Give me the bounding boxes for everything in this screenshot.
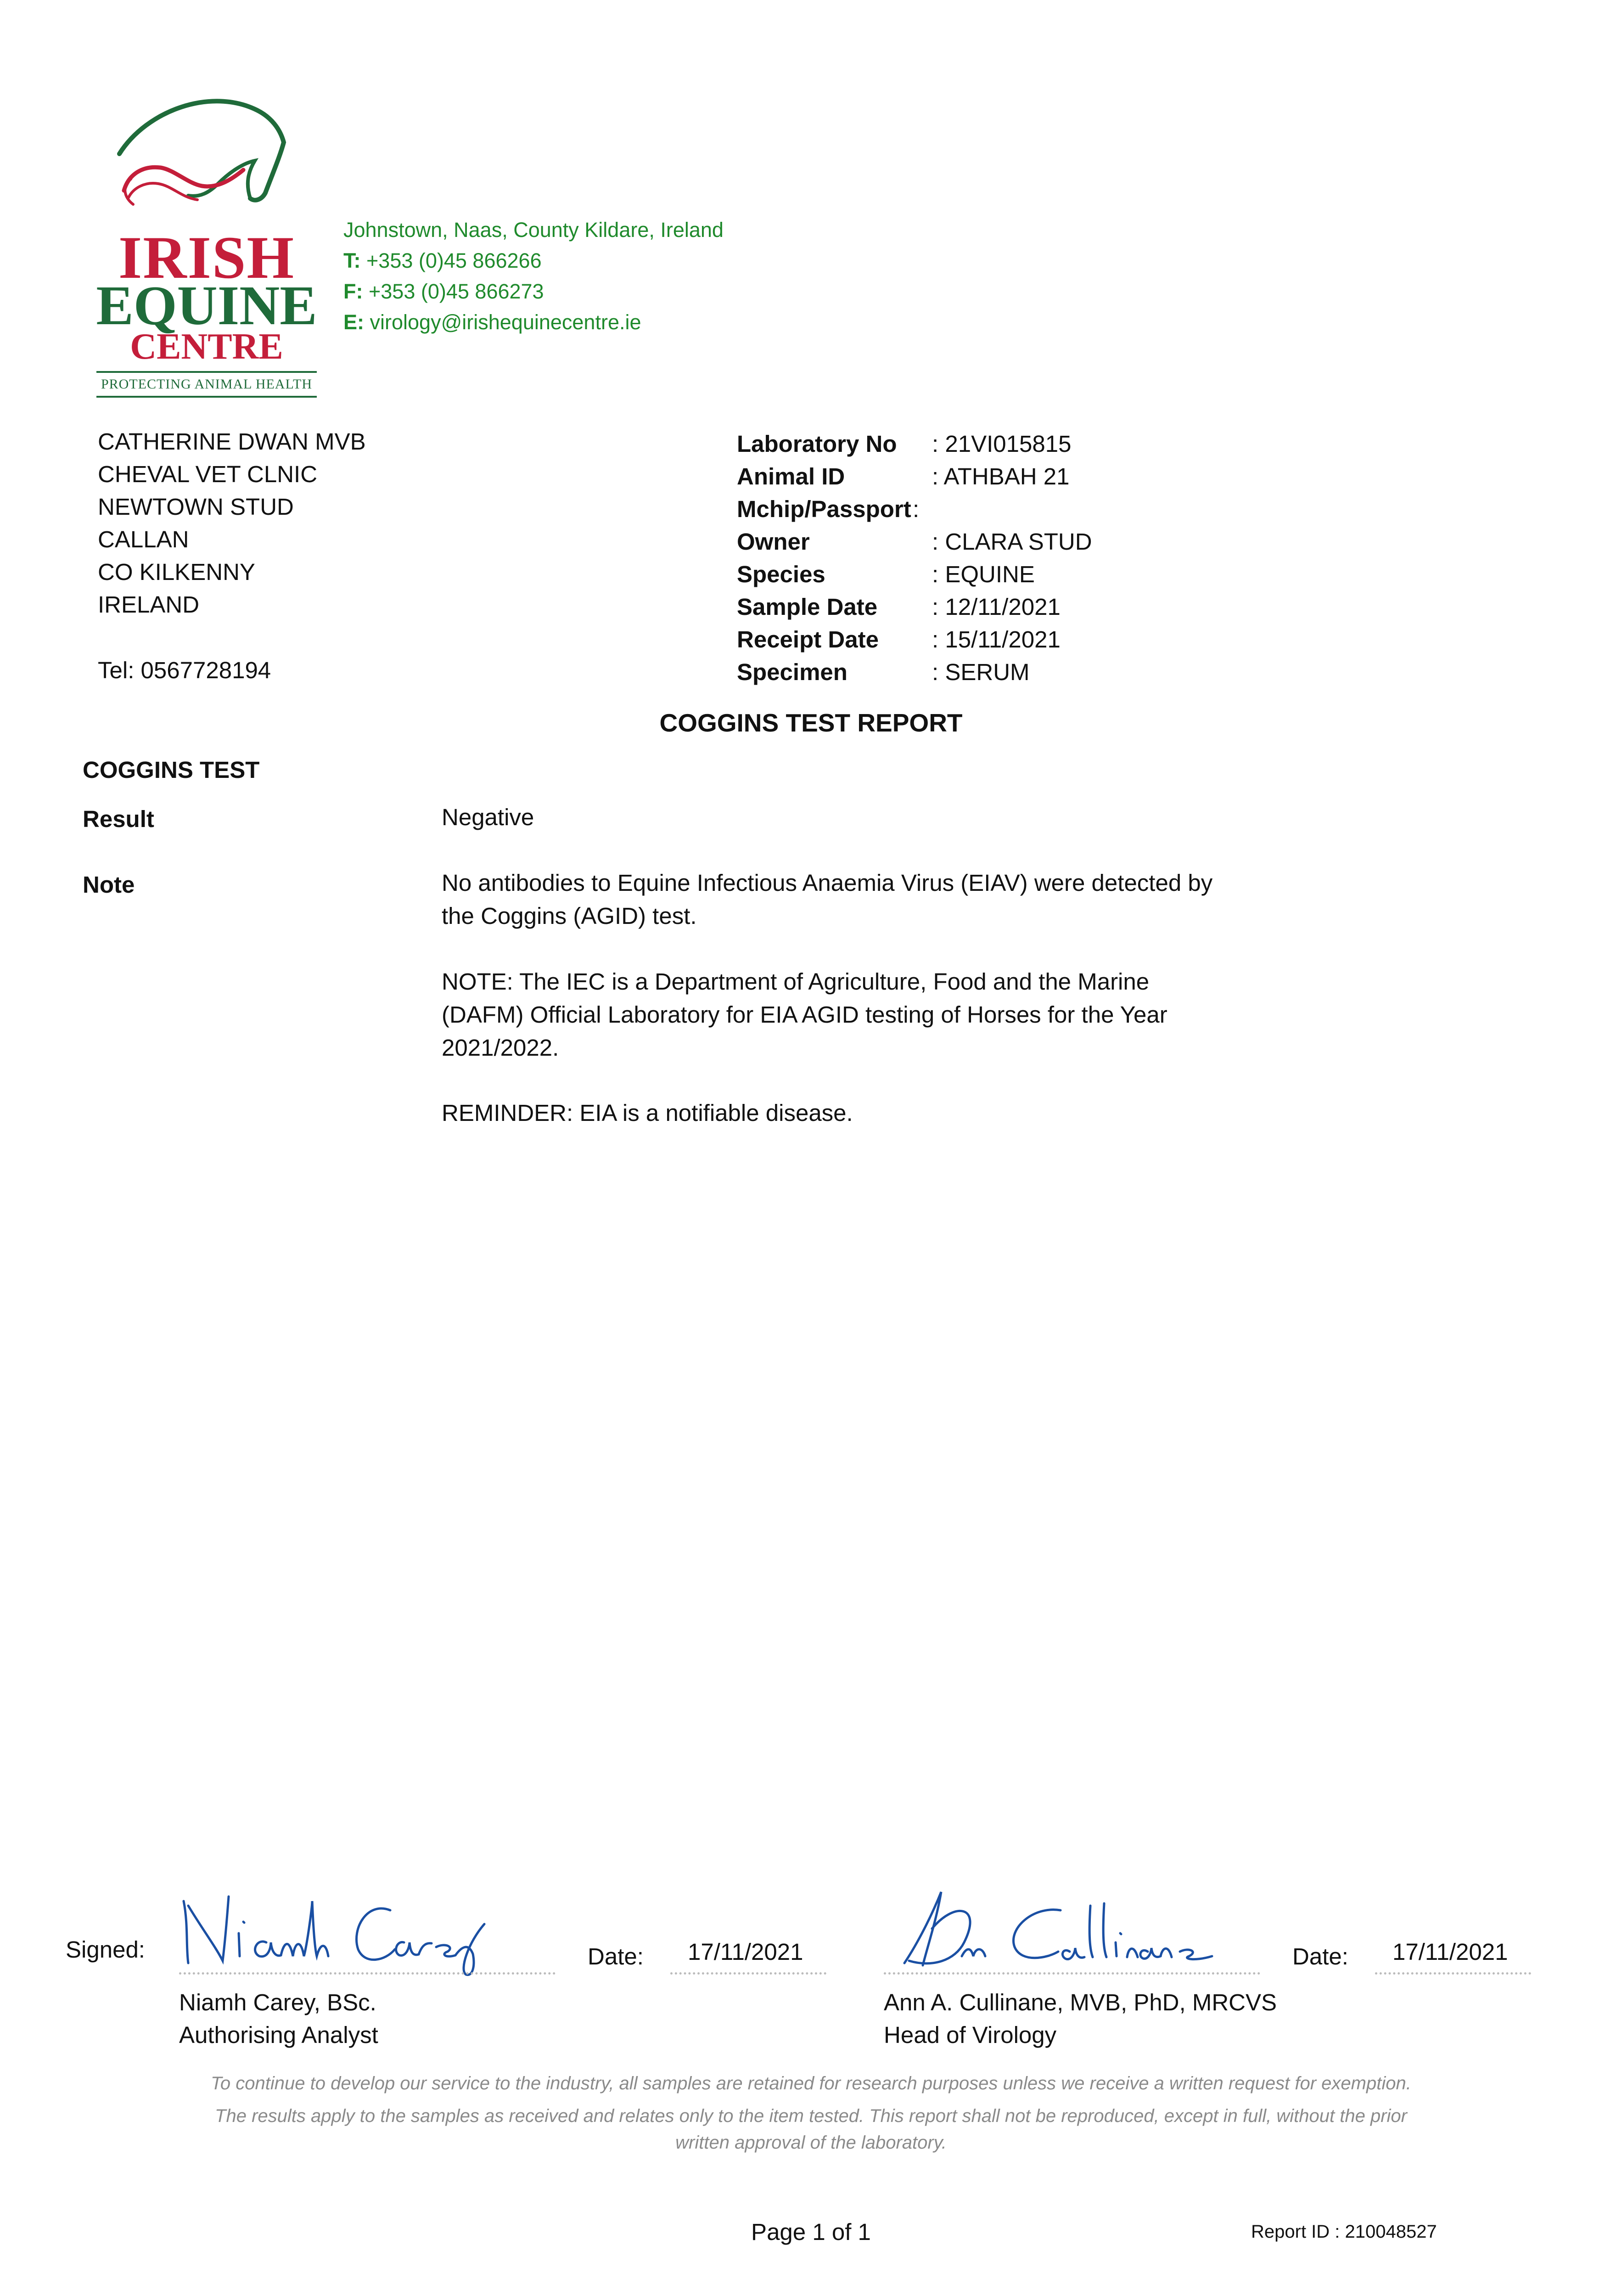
analyst-name: Niamh Carey, BSc. bbox=[179, 1989, 376, 2015]
detail-label: Specimen bbox=[737, 659, 847, 685]
detail-label: Sample Date bbox=[737, 594, 878, 620]
analyst-date-label: Date: bbox=[588, 1943, 644, 1970]
head-name: Ann A. Cullinane, MVB, PhD, MRCVS bbox=[884, 1989, 1277, 2015]
signed-label: Signed: bbox=[66, 1936, 145, 1963]
report-id: Report ID : 210048527 bbox=[1251, 2222, 1437, 2242]
note-paragraph bbox=[442, 1097, 1291, 1130]
contact-phone bbox=[343, 250, 542, 271]
head-date-line bbox=[1375, 1972, 1531, 1975]
detail-value: : CLARA STUD bbox=[932, 529, 1092, 555]
client-line: CHEVAL VET CLNIC bbox=[98, 461, 318, 487]
client-line: IRELAND bbox=[98, 591, 200, 618]
note-line: REMINDER: EIA is a notifiable disease. bbox=[442, 1100, 853, 1126]
contact-fax bbox=[343, 281, 544, 302]
client-tel: Tel: 0567728194 bbox=[98, 657, 271, 683]
analyst-date-line bbox=[670, 1972, 826, 1975]
detail-label: Laboratory No bbox=[737, 431, 897, 457]
logo-divider-top bbox=[96, 371, 317, 373]
detail-label: Animal ID bbox=[737, 463, 845, 490]
client-line: CALLAN bbox=[98, 526, 189, 552]
note-line: NOTE: The IEC is a Department of Agriculture, Food and the Marine bbox=[442, 968, 1150, 995]
result-label: Result bbox=[83, 806, 154, 832]
report-title: COGGINS TEST REPORT bbox=[659, 709, 963, 737]
note-line: 2021/2022. bbox=[442, 1035, 559, 1061]
logo-word-centre: CENTRE bbox=[130, 326, 283, 367]
irish-equine-centre-logo bbox=[92, 92, 321, 404]
page-number: Page 1 of 1 bbox=[751, 2219, 871, 2245]
note-line: No antibodies to Equine Infectious Anaemia Virus (EIAV) were detected by bbox=[442, 870, 1213, 896]
logo-word-equine: EQUINE bbox=[96, 275, 317, 337]
detail-value: : 12/11/2021 bbox=[932, 594, 1061, 620]
client-line: CO KILKENNY bbox=[98, 559, 255, 585]
analyst-title: Authorising Analyst bbox=[179, 2022, 378, 2048]
logo-word-irish: IRISH bbox=[118, 224, 295, 291]
analyst-date: 17/11/2021 bbox=[688, 1939, 803, 1965]
logo-divider-bottom bbox=[96, 396, 317, 398]
detail-label: Mchip/Passport bbox=[737, 496, 911, 522]
detail-value: : bbox=[913, 496, 920, 522]
logo-tagline: PROTECTING ANIMAL HEALTH bbox=[101, 377, 313, 392]
footer-disclaimer: To continue to develop our service to the industry, all samples are retained for research purposes unless we receive a written request for exemption. bbox=[211, 2073, 1411, 2093]
note-line: (DAFM) Official Laboratory for EIA AGID testing of Horses for the Year bbox=[442, 1002, 1167, 1028]
result-value: Negative bbox=[442, 804, 534, 830]
footer-disclaimer: written approval of the laboratory. bbox=[675, 2133, 947, 2153]
note-label: Note bbox=[83, 872, 135, 898]
analyst-signature-line bbox=[179, 1972, 556, 1975]
note-paragraph bbox=[442, 867, 1291, 933]
detail-value: : 21VI015815 bbox=[932, 431, 1072, 457]
detail-label: Owner bbox=[737, 529, 810, 555]
detail-value: : 15/11/2021 bbox=[932, 626, 1061, 653]
detail-label: Receipt Date bbox=[737, 626, 879, 653]
detail-value: : SERUM bbox=[932, 659, 1030, 685]
head-signature bbox=[877, 1878, 1226, 1975]
head-date-label: Date: bbox=[1292, 1943, 1348, 1970]
phone-number[interactable]: +353 (0)45 866266 bbox=[366, 249, 542, 272]
detail-value: : ATHBAH 21 bbox=[932, 463, 1070, 490]
contact-address: Johnstown, Naas, County Kildare, Ireland bbox=[343, 218, 724, 242]
head-signature-line bbox=[884, 1972, 1260, 1975]
footer-disclaimer: The results apply to the samples as received and relates only to the item tested. This report shall not be reproduced, except in full, without the prior bbox=[215, 2106, 1407, 2126]
phone-label: T: bbox=[343, 249, 361, 272]
detail-label: Species bbox=[737, 561, 825, 587]
test-heading: COGGINS TEST bbox=[83, 757, 260, 783]
head-date: 17/11/2021 bbox=[1392, 1939, 1508, 1965]
head-title: Head of Virology bbox=[884, 2022, 1057, 2048]
note-line: the Coggins (AGID) test. bbox=[442, 903, 697, 929]
email-link[interactable]: virology@irishequinecentre.ie bbox=[370, 310, 641, 334]
client-line: NEWTOWN STUD bbox=[98, 494, 294, 520]
detail-value: : EQUINE bbox=[932, 561, 1035, 587]
client-line: CATHERINE DWAN MVB bbox=[98, 428, 366, 455]
horse-head-icon bbox=[92, 92, 321, 211]
contact-email bbox=[343, 312, 641, 332]
fax-number: +353 (0)45 866273 bbox=[369, 280, 544, 303]
fax-label: F: bbox=[343, 280, 363, 303]
note-paragraph bbox=[442, 965, 1291, 1064]
analyst-signature bbox=[174, 1874, 505, 1979]
email-label: E: bbox=[343, 310, 364, 334]
